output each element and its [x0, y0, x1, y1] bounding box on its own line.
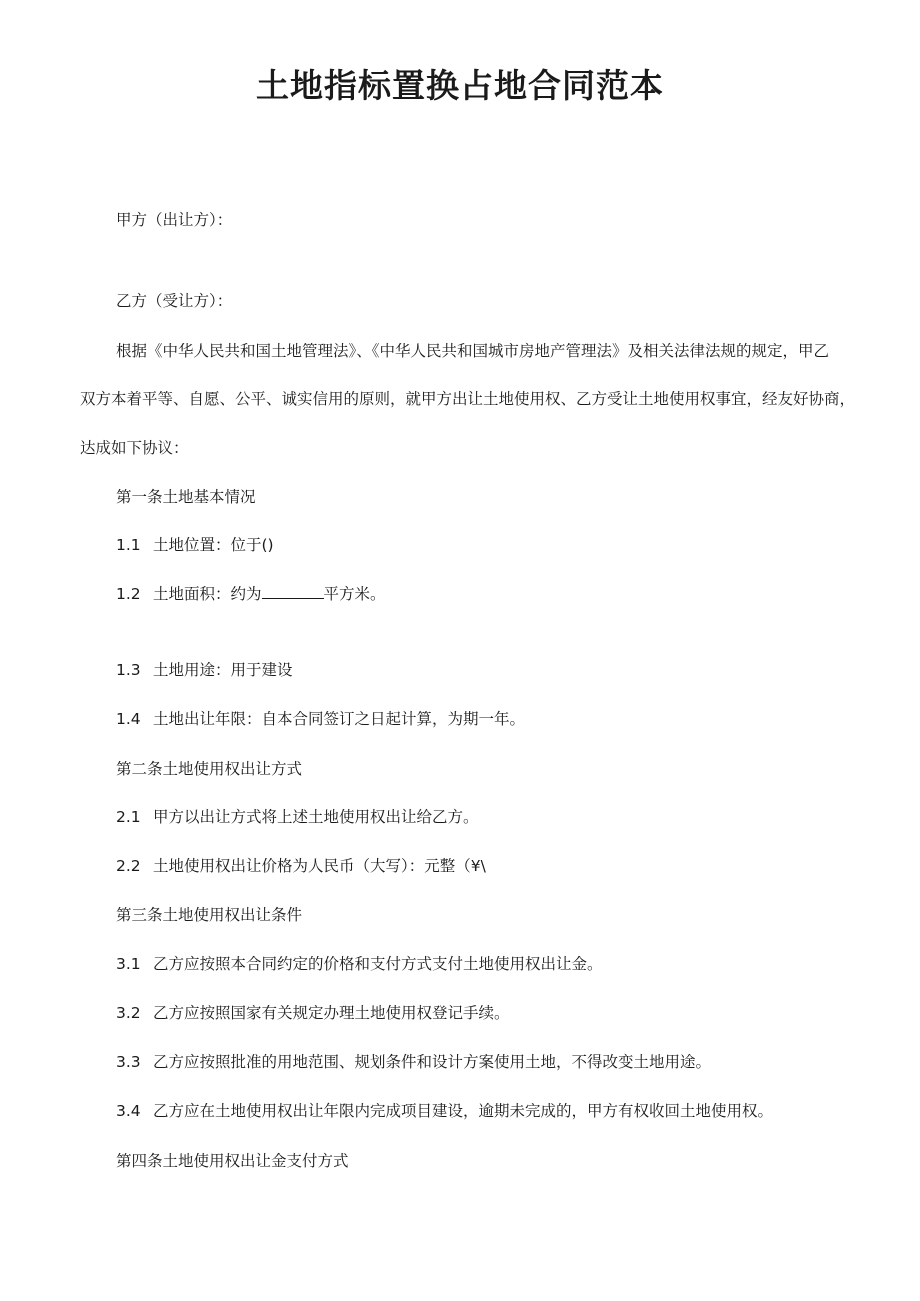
clause-3-2 — [116, 1001, 510, 1025]
clause-number: 2.1 — [116, 808, 141, 826]
party-b-line: 乙方（受让方）： — [116, 292, 233, 310]
clause-1-1 — [116, 533, 274, 557]
intro-line-3: 达成如下协议： — [80, 439, 189, 457]
clause-text: 乙方应按照批准的用地范围、规划条件和设计方案使用土地，不得改变土地用途。 — [153, 1053, 712, 1071]
clause-number: 3.1 — [116, 955, 141, 973]
clause-number: 3.2 — [116, 1004, 141, 1022]
article-3-heading: 第三条土地使用权出让条件 — [116, 906, 303, 924]
clause-text: 土地位置：位于() — [153, 536, 274, 554]
intro-line-1: 根据《中华人民共和国土地管理法》、《中华人民共和国城市房地产管理法》及相关法律法规的规定，甲乙 — [116, 342, 830, 360]
clause-text: 甲方以出让方式将上述土地使用权出让给乙方。 — [153, 808, 479, 826]
clause-1-3 — [116, 658, 293, 682]
clause-text: 土地面积：约为 — [153, 585, 262, 603]
clause-number: 1.4 — [116, 710, 141, 728]
clause-number: 1.3 — [116, 661, 141, 679]
clause-3-1 — [116, 952, 603, 976]
clause-number: 3.3 — [116, 1053, 141, 1071]
clause-2-2 — [116, 854, 486, 878]
clause-number: 3.4 — [116, 1102, 141, 1120]
clause-number: 2.2 — [116, 857, 141, 875]
clause-text: 乙方应按照本合同约定的价格和支付方式支付土地使用权出让金。 — [153, 955, 603, 973]
clause-1-2 — [116, 582, 386, 606]
document-title: 土地指标置换占地合同范本 — [256, 66, 664, 105]
clause-text: 乙方应按照国家有关规定办理土地使用权登记手续。 — [153, 1004, 510, 1022]
clause-number: 1.1 — [116, 536, 141, 554]
clause-text: 土地使用权出让价格为人民币（大写）：元整（¥\ — [153, 857, 486, 875]
clause-text: 乙方应在土地使用权出让年限内完成项目建设，逾期未完成的，甲方有权收回土地使用权。 — [153, 1102, 774, 1120]
clause-1-4 — [116, 707, 525, 731]
article-4-heading: 第四条土地使用权出让金支付方式 — [116, 1152, 349, 1170]
clause-2-1 — [116, 805, 479, 829]
area-blank-line — [262, 582, 324, 599]
intro-line-2: 双方本着平等、自愿、公平、诚实信用的原则，就甲方出让土地使用权、乙方受让土地使用权事宜，经友好协商， — [80, 390, 856, 408]
clause-3-4 — [116, 1099, 773, 1123]
clause-text: 土地用途：用于建设 — [153, 661, 293, 679]
party-a-line: 甲方（出让方）： — [116, 211, 233, 229]
clause-text-suffix: 平方米。 — [323, 585, 386, 603]
clause-number: 1.2 — [116, 585, 141, 603]
clause-3-3 — [116, 1050, 711, 1074]
clause-text: 土地出让年限：自本合同签订之日起计算，为期一年。 — [153, 710, 526, 728]
article-1-heading: 第一条土地基本情况 — [116, 488, 256, 506]
article-2-heading: 第二条土地使用权出让方式 — [116, 760, 303, 778]
